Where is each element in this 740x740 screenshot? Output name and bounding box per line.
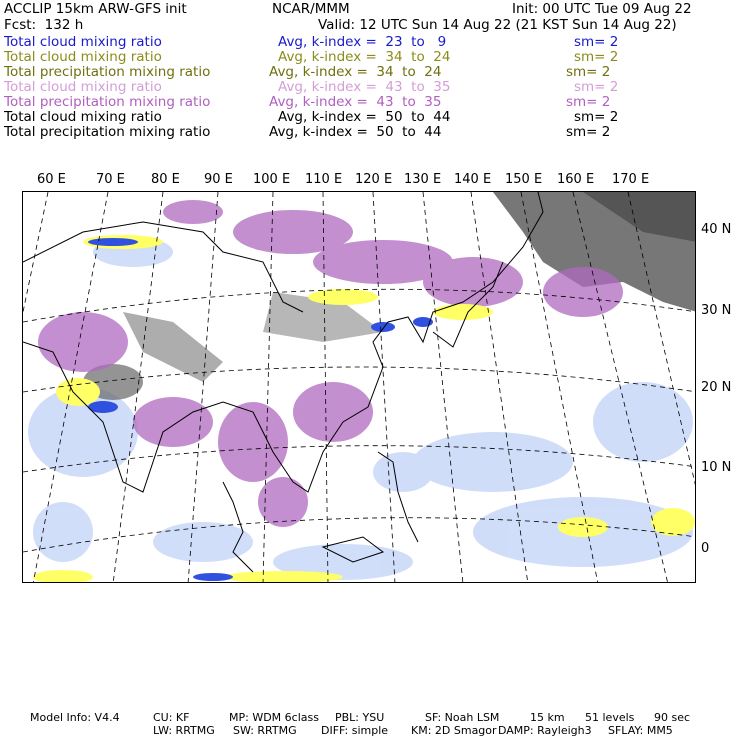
lat-label: 0 xyxy=(701,541,710,556)
field-name: Total precipitation mixing ratio xyxy=(4,124,211,140)
map-panel xyxy=(22,191,696,583)
footer-cu: CU: KF xyxy=(153,711,190,724)
footer-lw: LW: RRTMG xyxy=(153,724,215,737)
plot-title: ACCLIP 15km ARW-GFS init xyxy=(4,1,187,17)
field-avg: Avg, k-index = 34 to 24 xyxy=(278,49,451,65)
lon-label: 80 E xyxy=(151,172,180,187)
forecast-hour: Fcst: 132 h xyxy=(4,17,84,33)
field-avg: Avg, k-index = 23 to 9 xyxy=(278,34,447,50)
lon-label: 90 E xyxy=(204,172,233,187)
lon-label: 130 E xyxy=(404,172,442,187)
lon-label: 140 E xyxy=(454,172,492,187)
field-sm: sm= 2 xyxy=(574,34,619,50)
field-name: Total cloud mixing ratio xyxy=(4,49,162,65)
lon-label: 100 E xyxy=(253,172,291,187)
init-time: Init: 00 UTC Tue 09 Aug 22 xyxy=(512,1,692,17)
field-avg: Avg, k-index = 43 to 35 xyxy=(278,79,451,95)
lon-label: 170 E xyxy=(612,172,650,187)
lat-label: 40 N xyxy=(701,222,732,237)
field-name: Total precipitation mixing ratio xyxy=(4,64,211,80)
field-name: Total cloud mixing ratio xyxy=(4,79,162,95)
field-avg: Avg, k-index = 50 to 44 xyxy=(278,109,451,125)
field-name: Total cloud mixing ratio xyxy=(4,109,162,125)
field-sm: sm= 2 xyxy=(574,49,619,65)
footer-mp: MP: WDM 6class xyxy=(229,711,319,724)
footer-pbl: PBL: YSU xyxy=(335,711,385,724)
field-sm: sm= 2 xyxy=(566,124,611,140)
lat-label: 20 N xyxy=(701,380,732,395)
field-name: Total precipitation mixing ratio xyxy=(4,94,211,110)
field-avg: Avg, k-index = 43 to 35 xyxy=(269,94,442,110)
footer-model-info: Model Info: V4.4 xyxy=(30,711,120,724)
lon-label: 160 E xyxy=(557,172,595,187)
footer-km: KM: 2D Smagor xyxy=(411,724,497,737)
field-name: Total cloud mixing ratio xyxy=(4,34,162,50)
valid-time: Valid: 12 UTC Sun 14 Aug 22 (21 KST Sun 14 Aug 22) xyxy=(318,17,677,33)
field-sm: sm= 2 xyxy=(574,79,619,95)
lon-label: 60 E xyxy=(37,172,66,187)
lon-label: 110 E xyxy=(305,172,343,187)
field-avg: Avg, k-index = 50 to 44 xyxy=(269,124,442,140)
lon-label: 70 E xyxy=(96,172,125,187)
footer-sf: SF: Noah LSM xyxy=(425,711,500,724)
field-avg: Avg, k-index = 34 to 24 xyxy=(269,64,442,80)
lon-label: 150 E xyxy=(505,172,543,187)
field-sm: sm= 2 xyxy=(566,94,611,110)
footer-damp: DAMP: Rayleigh3 xyxy=(498,724,592,737)
lon-label: 120 E xyxy=(355,172,393,187)
institution-label: NCAR/MMM xyxy=(272,1,350,17)
footer-timestep: 90 sec xyxy=(654,711,691,724)
footer-sw: SW: RRTMG xyxy=(233,724,297,737)
map-canvas xyxy=(23,192,696,583)
field-sm: sm= 2 xyxy=(566,64,611,80)
footer-levels: 51 levels xyxy=(585,711,635,724)
footer-resolution: 15 km xyxy=(530,711,565,724)
footer-diff: DIFF: simple xyxy=(321,724,389,737)
lat-label: 10 N xyxy=(701,460,732,475)
field-sm: sm= 2 xyxy=(574,109,619,125)
footer-sflay: SFLAY: MM5 xyxy=(608,724,673,737)
lat-label: 30 N xyxy=(701,303,732,318)
